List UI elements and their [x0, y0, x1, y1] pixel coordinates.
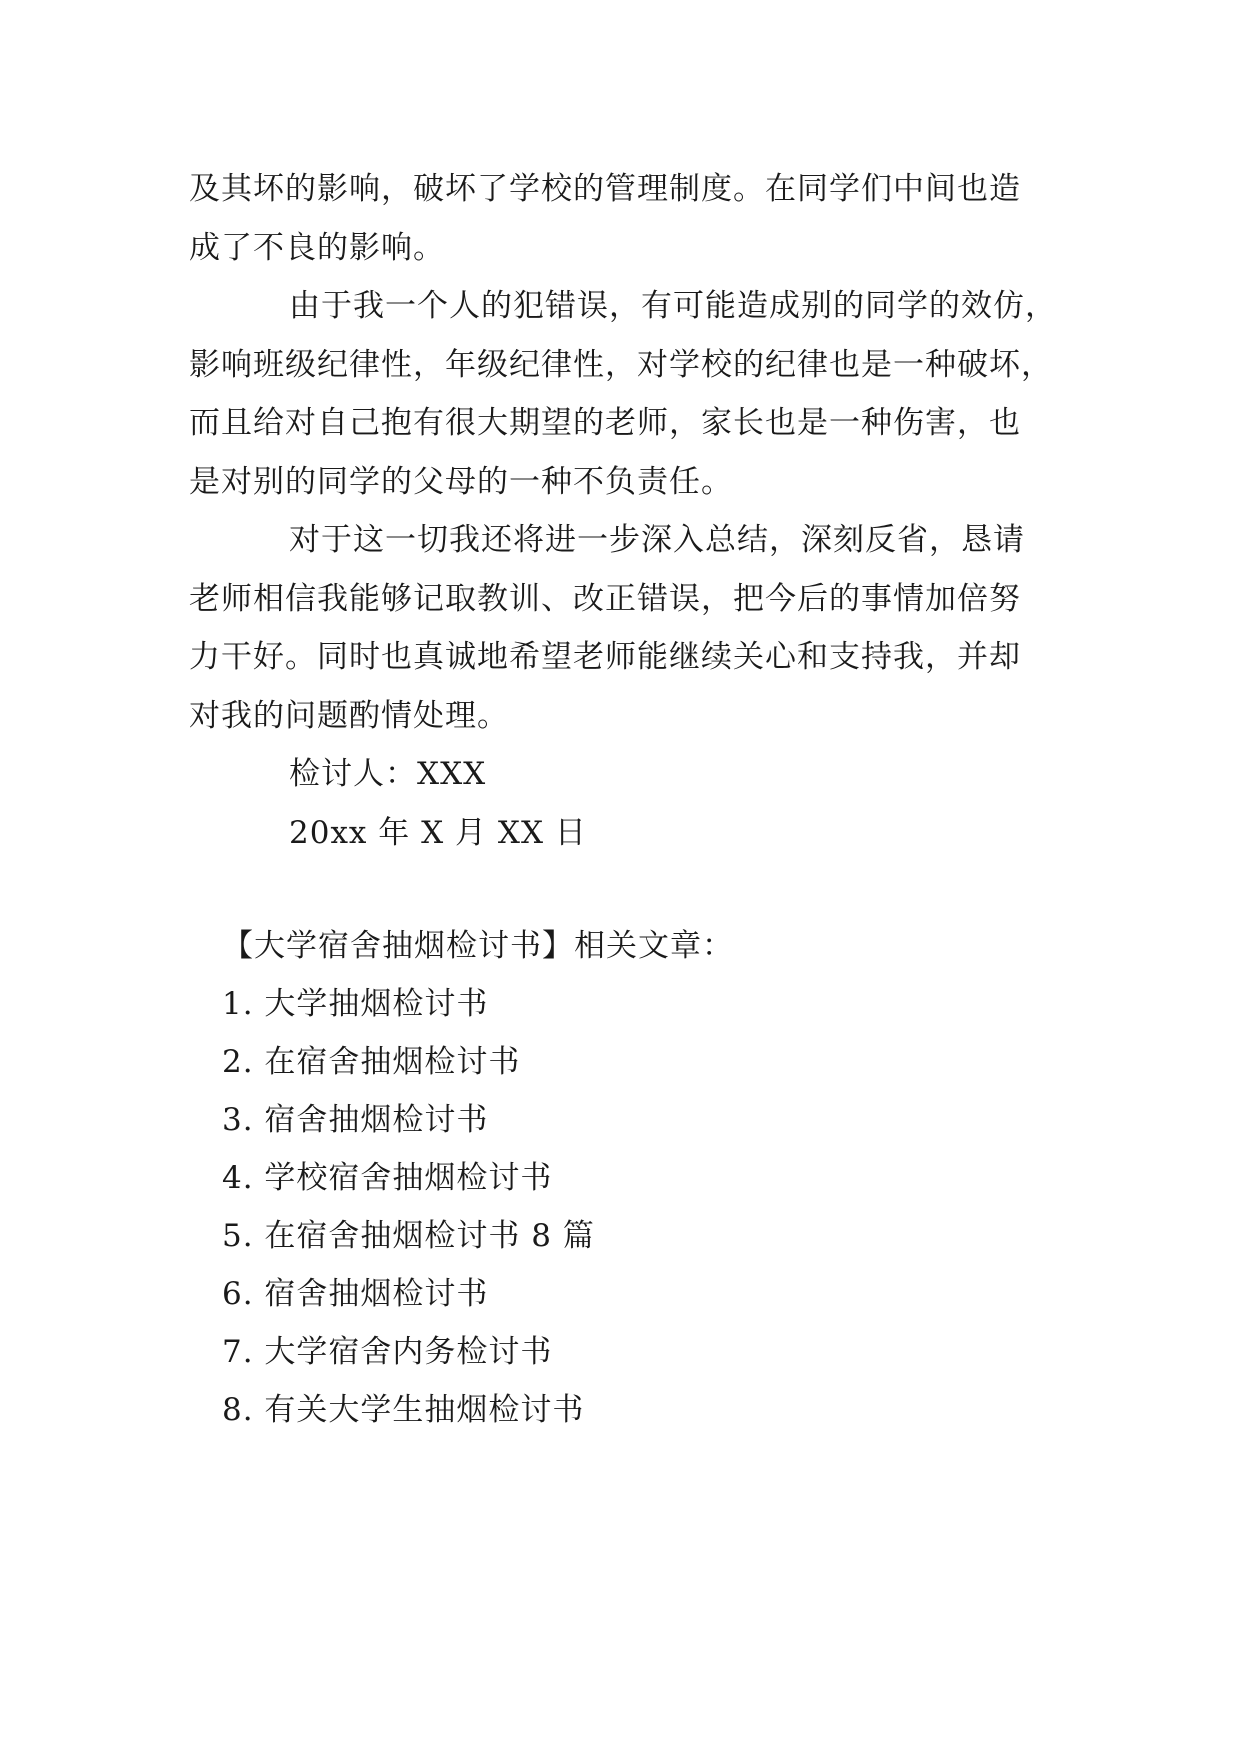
related-article-link[interactable]: 8. 有关大学生抽烟检讨书: [222, 1392, 585, 1428]
related-article-link[interactable]: 6. 宿舍抽烟检讨书: [222, 1276, 489, 1312]
related-article-item[interactable]: [222, 1381, 595, 1439]
related-article-link[interactable]: 1. 大学抽烟检讨书: [222, 986, 489, 1022]
paragraph-line: 对我的问题酌情处理。: [189, 697, 509, 734]
related-article-link[interactable]: 2. 在宿舍抽烟检讨书: [222, 1044, 521, 1080]
related-articles-list: [222, 975, 595, 1439]
related-article-item[interactable]: [222, 1091, 595, 1149]
paragraph-line: 力干好。同时也真诚地希望老师能继续关心和支持我，并却: [189, 639, 1021, 675]
related-article-item[interactable]: [222, 1207, 595, 1265]
signature: 检讨人：XXX: [289, 756, 487, 792]
paragraph-line: 而且给对自己抱有很大期望的老师，家长也是一种伤害，也: [189, 405, 1021, 441]
related-article-item[interactable]: [222, 1149, 595, 1207]
paragraph-line: 是对别的同学的父母的一种不负责任。: [189, 463, 733, 500]
paragraph-line: 影响班级纪律性，年级纪律性，对学校的纪律也是一种破坏，: [189, 346, 1053, 383]
related-articles-title: 【大学宿舍抽烟检讨书】相关文章：: [222, 928, 734, 964]
document-body: [189, 160, 1069, 862]
related-article-item[interactable]: [222, 1033, 595, 1091]
related-article-link[interactable]: 3. 宿舍抽烟检讨书: [222, 1102, 489, 1138]
related-article-link[interactable]: 5. 在宿舍抽烟检讨书 8 篇: [222, 1218, 595, 1254]
related-article-link[interactable]: 7. 大学宿舍内务检讨书: [222, 1334, 553, 1370]
related-article-item[interactable]: [222, 1265, 595, 1323]
paragraph-line: 老师相信我能够记取教训、改正错误，把今后的事情加倍努: [189, 580, 1021, 617]
paragraph-line: 由于我一个人的犯错误，有可能造成别的同学的效仿，: [289, 288, 1057, 324]
related-article-link[interactable]: 4. 学校宿舍抽烟检讨书: [222, 1160, 553, 1196]
related-article-item[interactable]: [222, 1323, 595, 1381]
related-articles: [222, 917, 1082, 975]
paragraph-line: 及其坏的影响，破坏了学校的管理制度。在同学们中间也造: [189, 171, 1021, 207]
paragraph-line: 对于这一切我还将进一步深入总结，深刻反省，恳请: [289, 522, 1025, 558]
related-article-item[interactable]: [222, 975, 595, 1033]
paragraph-line: 成了不良的影响。: [189, 229, 445, 266]
date: 20xx 年 X 月 XX 日: [289, 814, 587, 851]
